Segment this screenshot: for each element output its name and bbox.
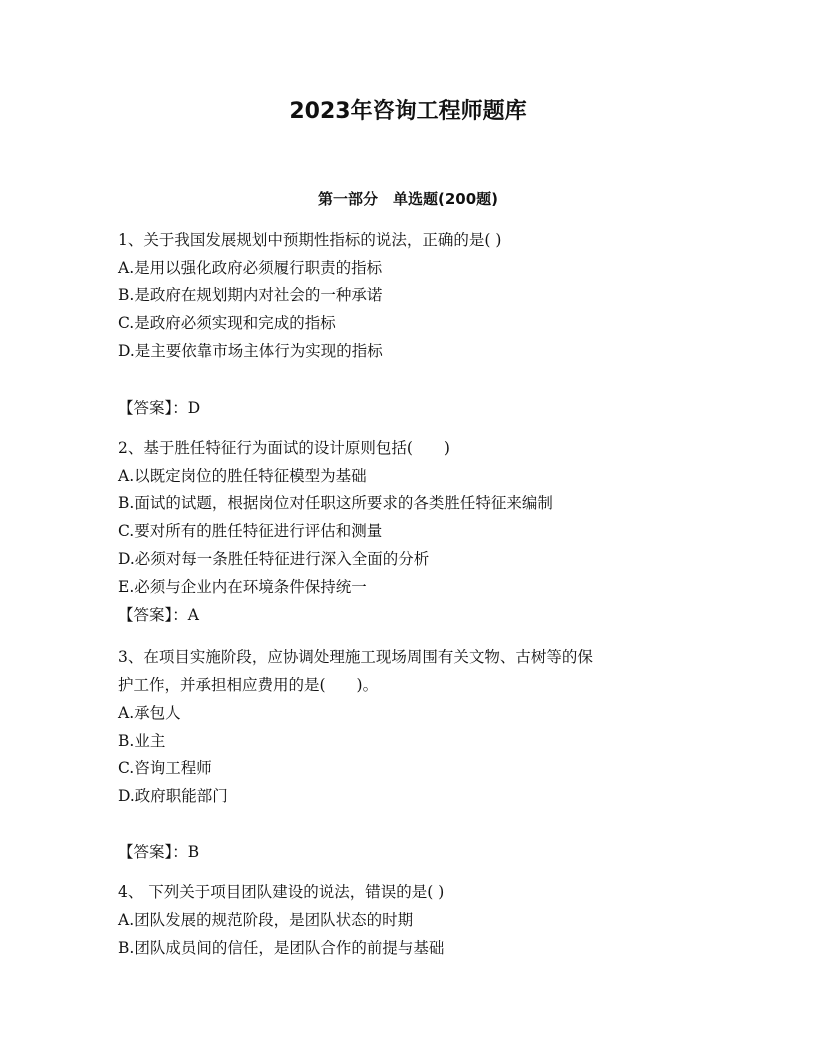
question-1-stem: 1、关于我国发展规划中预期性指标的说法，正确的是( ) <box>118 231 502 249</box>
question-2-stem: 2、基于胜任特征行为面试的设计原则包括( ) <box>118 439 450 457</box>
question-2-option-e: E.必须与企业内在环境条件保持统一 <box>118 578 367 596</box>
question-2-option-b: B.面试的试题，根据岗位对任职这所要求的各类胜任特征来编制 <box>118 494 553 512</box>
document-title: 2023年咨询工程师题库 <box>289 99 527 124</box>
question-1-answer: 【答案】：D <box>118 399 201 417</box>
question-1-option-b: B.是政府在规划期内对社会的一种承诺 <box>118 286 383 304</box>
question-2-option-c: C.要对所有的胜任特征进行评估和测量 <box>118 522 383 540</box>
question-3-option-c: C.咨询工程师 <box>118 759 212 777</box>
question-2-option-a: A.以既定岗位的胜任特征模型为基础 <box>118 467 367 485</box>
question-1-option-c: C.是政府必须实现和完成的指标 <box>118 314 336 332</box>
question-3-option-a: A.承包人 <box>118 704 181 722</box>
question-3-stem-line-2: 护工作，并承担相应费用的是( )。 <box>118 676 379 694</box>
question-1-option-a: A.是用以强化政府必须履行职责的指标 <box>118 259 383 277</box>
question-3-answer: 【答案】：B <box>118 843 200 861</box>
question-3-option-b: B.业主 <box>118 732 166 750</box>
question-2-answer: 【答案】：A <box>118 606 199 624</box>
question-4-stem: 4、 下列关于项目团队建设的说法，错误的是( ) <box>118 883 445 901</box>
question-3-stem-line-1: 3、在项目实施阶段，应协调处理施工现场周围有关文物、古树等的保 <box>118 648 593 666</box>
question-2-option-d: D.必须对每一条胜任特征进行深入全面的分析 <box>118 550 430 568</box>
section-heading: 第一部分 单选题(200题) <box>317 190 499 208</box>
question-1-option-d: D.是主要依靠市场主体行为实现的指标 <box>118 342 383 360</box>
question-4-option-b: B.团队成员间的信任，是团队合作的前提与基础 <box>118 939 445 957</box>
question-3-option-d: D.政府职能部门 <box>118 787 228 805</box>
question-4-option-a: A.团队发展的规范阶段，是团队状态的时期 <box>118 911 414 929</box>
